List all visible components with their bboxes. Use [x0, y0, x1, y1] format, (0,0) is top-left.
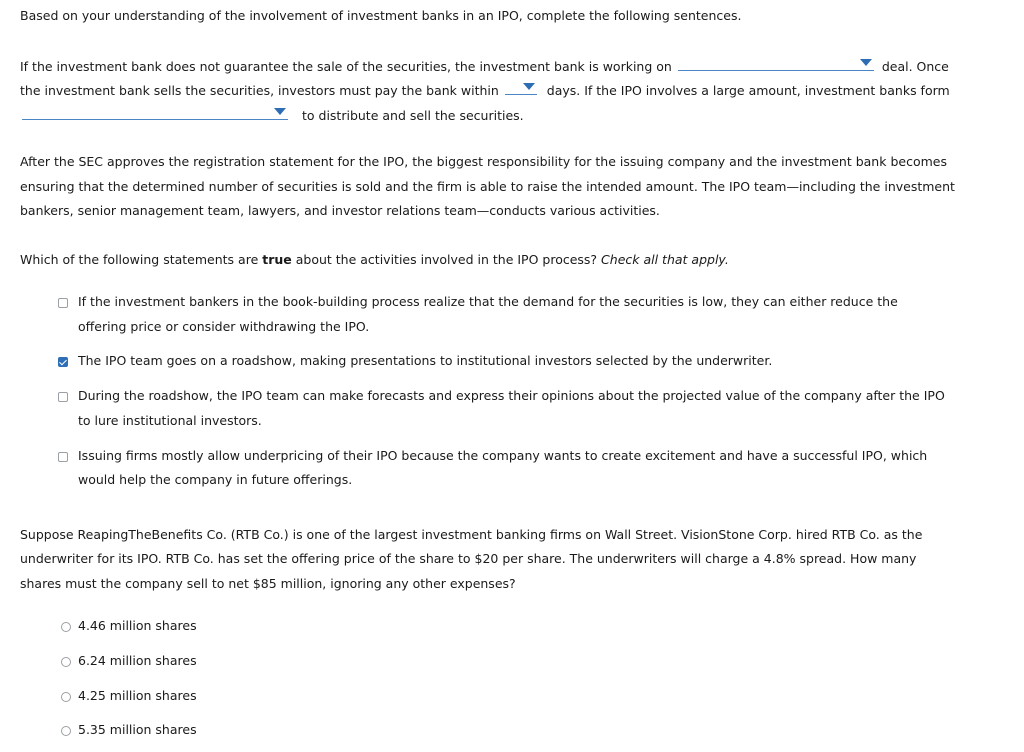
sentence-3-after: to distribute and sell the securities.	[301, 108, 524, 123]
radio-option-2[interactable]	[61, 657, 71, 667]
sentence-2-before: the investment bank sells the securities, investors must pay the bank within	[20, 83, 499, 98]
radio-option-3-label: 4.25 million shares	[78, 688, 197, 703]
para2-line: ensuring that the determined number of securities is sold and the firm is able to raise the intended amount. The IPO team—including the investment	[20, 179, 955, 194]
sentence-1	[20, 56, 949, 74]
radio-option-4[interactable]	[61, 726, 71, 736]
checkbox-option-1-label: If the investment bankers in the book-building process realize that the demand for the securities is low, they can either reduce the	[78, 294, 898, 309]
question-3-line: shares must the company sell to net $85 million, ignoring any other expenses?	[20, 576, 516, 591]
radio-option-4-label: 5.35 million shares	[78, 722, 197, 737]
radio-option-1[interactable]	[61, 622, 71, 632]
chevron-down-icon	[274, 108, 286, 115]
checkbox-option-3-label: to lure institutional investors.	[78, 413, 262, 428]
radio-option-2-label: 6.24 million shares	[78, 653, 197, 668]
sentence-1-before: If the investment bank does not guarantee the sale of the securities, the investment bank is working on	[20, 59, 672, 74]
question-2-pre: Which of the following statements are	[20, 252, 263, 267]
radio-option-1-label: 4.46 million shares	[78, 618, 197, 633]
question-3-line: underwriter for its IPO. RTB Co. has set the offering price of the share to $20 per share. The underwriters will charge a 4.8% spread. How many	[20, 551, 917, 566]
question-2-hint: Check all that apply.	[601, 252, 729, 267]
para2-line: After the SEC approves the registration statement for the IPO, the biggest responsibility for the issuing company and the investment bank becomes	[20, 154, 947, 169]
syndicate-dropdown[interactable]	[22, 105, 288, 120]
checkbox-option-4-label: would help the company in future offerings.	[78, 472, 353, 487]
intro-text: Based on your understanding of the involvement of investment banks in an IPO, complete the following sentences.	[20, 8, 742, 23]
sentence-2	[20, 80, 950, 98]
checkbox-option-1-label: offering price or consider withdrawing the IPO.	[78, 319, 370, 334]
sentence-2-after: days. If the IPO involves a large amount, investment banks form	[546, 83, 950, 98]
sentence-3	[22, 105, 524, 123]
checkbox-option-4[interactable]	[58, 452, 68, 462]
checkbox-option-2-label: The IPO team goes on a roadshow, making presentations to institutional investors selected by the underwriter.	[78, 353, 773, 368]
radio-option-3[interactable]	[61, 692, 71, 702]
chevron-down-icon	[523, 83, 535, 90]
question-2-bold: true	[262, 252, 292, 267]
para2-line: bankers, senior management team, lawyers, and investor relations team—conducts various activities.	[20, 203, 660, 218]
chevron-down-icon	[860, 59, 872, 66]
question-2	[20, 252, 729, 267]
question-3-line: Suppose ReapingTheBenefits Co. (RTB Co.) is one of the largest investment banking firms on Wall Street. VisionStone Corp. hired RTB Co. as the	[20, 527, 923, 542]
checkbox-option-4-label: Issuing firms mostly allow underpricing of their IPO because the company wants to create excitement and have a successful IPO, which	[78, 448, 928, 463]
checkbox-option-1[interactable]	[58, 298, 68, 308]
deal-type-dropdown[interactable]	[678, 56, 874, 71]
question-2-post: about the activities involved in the IPO process?	[291, 252, 602, 267]
days-dropdown[interactable]	[505, 80, 537, 95]
sentence-1-after: deal. Once	[881, 59, 949, 74]
checkbox-option-3-label: During the roadshow, the IPO team can make forecasts and express their opinions about the projected value of the company after the IPO	[78, 388, 945, 403]
checkbox-option-3[interactable]	[58, 392, 68, 402]
checkbox-option-2[interactable]	[58, 357, 68, 367]
